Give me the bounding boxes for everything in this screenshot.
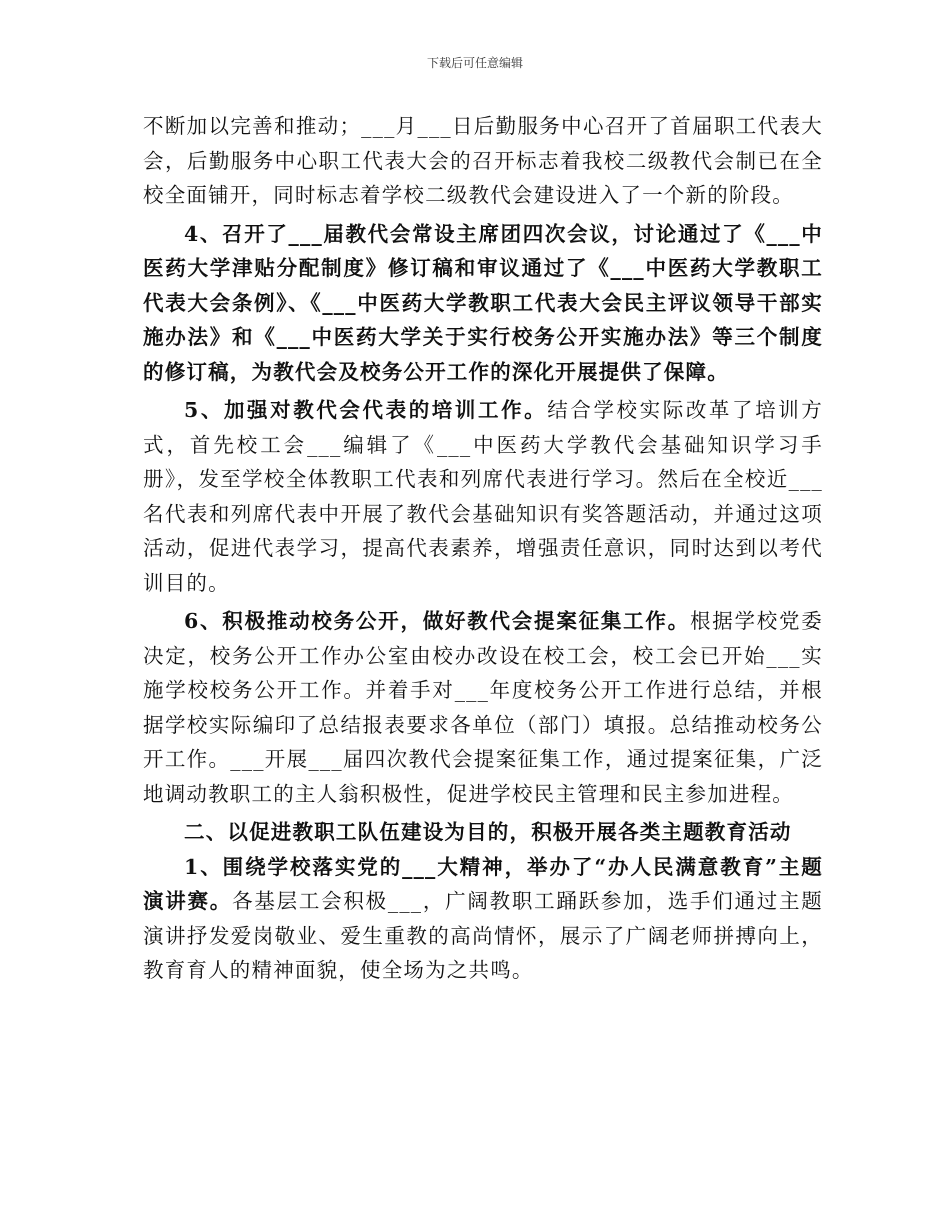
document-body [143, 109, 823, 988]
paragraph-lead: 5、加强对教代会代表的培训工作。 [184, 398, 548, 422]
paragraph-text: 结合学校实际改革了培训方式，首先校工会___编辑了《___中医药大学教代会基础知识学习手册》，发至学校全体教职工代表和列席代表进行学习。然后在全校近___名代表和列席代表中开展了教代会基础知识有奖答题活动，并通过这项活动，促进代表学习，提高代表素养，增强责任意识，同时达到以考代训目的。 [143, 398, 823, 595]
paragraph-text: 根据学校党委决定，校务公开工作办公室由校办改设在校工会，校工会已开始___实施学校校务公开工作。并着手对___年度校务公开工作进行总结，并根据学校实际编印了总结报表要求各单位（部门）填报。总结推动校务公开工作。___开展___届四次教代会提案征集工作，通过提案征集，广泛地调动教职工的主人翁积极性，促进学校民主管理和民主参加进程。 [143, 609, 823, 806]
paragraph-continued [143, 109, 823, 213]
page-header: 下载后可任意编辑 [426, 56, 523, 70]
section-heading-2 [143, 815, 823, 850]
paragraph-lead: 1、围绕学校落实党的___大精神，举办了“办人民满意教育”主题演讲赛。 [143, 854, 823, 913]
paragraph-item-1 [143, 850, 823, 988]
paragraph-lead: 4、召开了___届教代会常设主席团四次会议，讨论通过了《___中医药大学津贴分配制度》修订稿和审议通过了《___中医药大学教职工代表大会条例》、《___中医药大学教职工代表大会民主评议领导干部实施办法》和《___中医药大学关于实行校务公开实施办法》等三个制度的修订稿，为教代会及校务公开工作的深化开展提供了保障。 [143, 221, 823, 384]
paragraph-text: 各基层工会积极___，广阔教职工踊跃参加，选手们通过主题演讲抒发爱岗敬业、爱生重教的高尚情怀，展示了广阔老师拼搏向上，教育育人的精神面貌，使全场为之共鸣。 [143, 889, 823, 982]
paragraph-text: 不断加以完善和推动；___月___日后勤服务中心召开了首届职工代表大会，后勤服务中心职工代表大会的召开标志着我校二级教代会制已在全校全面铺开，同时标志着学校二级教代会建设进入了一个新的阶段。 [143, 114, 823, 207]
section-heading-text: 二、以促进教职工队伍建设为目的，积极开展各类主题教育活动 [184, 820, 792, 844]
paragraph-item-6 [143, 604, 823, 811]
paragraph-item-5 [143, 393, 823, 600]
paragraph-lead: 6、积极推动校务公开，做好教代会提案征集工作。 [184, 609, 690, 633]
paragraph-item-4 [143, 217, 823, 390]
